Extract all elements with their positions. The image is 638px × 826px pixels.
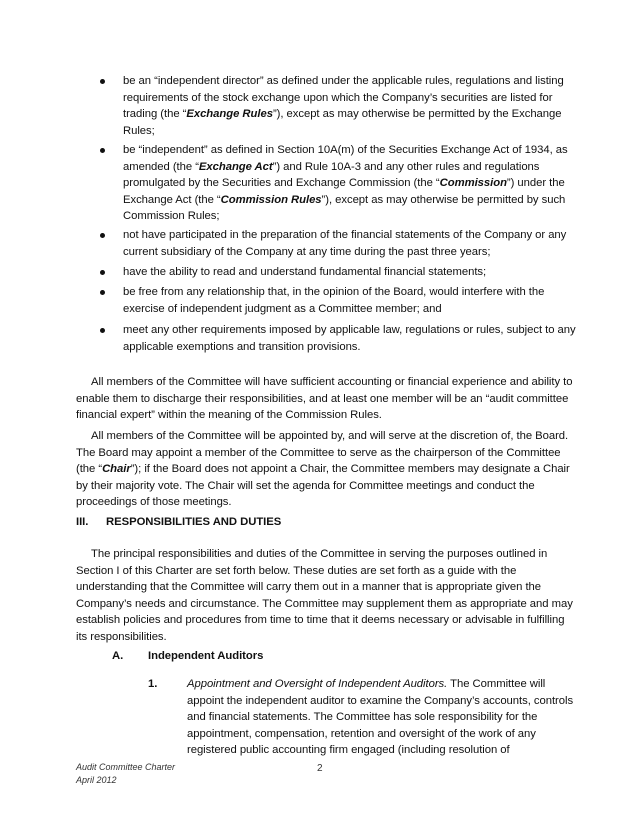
bullet-text [123,227,583,260]
defined-term: Chair [102,463,131,476]
text-run: be an “independent director” as defined under the applicable rules, regulations and listing requirements of the stock exchange upon which the Company’s securities are listed for trading (the “ [123,75,564,121]
text-run: ”), except as may otherwise be permitted by such Commission Rules; [123,193,566,223]
page-number: 2 [317,763,323,774]
footer-title: Audit Committee Charter [76,762,176,772]
text-run: meet any other requirements imposed by applicable law, regulations or rules, subject to any applicable exemptions and transition provisions. [123,324,576,353]
item-appointment-oversight [187,676,575,759]
bullet-icon [100,148,105,153]
principal-responsibilities-paragraph: The principal responsibilities and duties of the Committee in serving the purposes outlined in Section I of this Charter are set forth below. These duties are set forth as a guide with the understanding that the Committee will carry them out in a manner that is appropriate given the Company’s needs and circumstance. The Committee may supplement them as appropriate and may establish policies and procedures from time to time that it deems necessary or advisable in fulfilling its responsibilities. [76,548,573,643]
item-number: 1. [148,678,158,690]
text-run: be free from any relationship that, in the opinion of the Board, would interfere with the exercise of independent judgment as a Committee member; and [123,286,545,315]
defined-term: Exchange Act [198,160,273,173]
bullet-text [123,284,583,317]
bullet-icon [100,328,105,333]
text-run: have the ability to read and understand fundamental financial statements; [123,266,487,278]
bullet-text [123,322,583,355]
bullet-text [123,142,583,225]
accounting-experience-paragraph: All members of the Committee will have sufficient accounting or financial experience and ability to enable them to discharge their responsibilities, and at least one member will be an “audit committee financial expert” within the meaning of the Commission Rules. [76,376,573,422]
defined-term: Exchange Rules [186,108,273,121]
text-run: ”) under the Exchange Act (the “ [123,177,565,206]
footer-date: April 2012 [76,775,117,785]
bullet-icon [100,290,105,295]
defined-term: Commission Rules [220,193,322,206]
bullet-text [123,264,583,281]
text-run: be “independent” as defined in Section 10A(m) of the Securities Exchange Act of 1934, as amended (the “ [123,144,568,173]
text-run: ”); if the Board does not appoint a Chair, the Committee members may designate a Chair by their majority vote. The Chair will set the agenda for Committee meetings and conduct the proceedings of those meetings. [76,463,570,509]
bullet-icon [100,79,105,84]
bullet-text [123,73,583,139]
defined-term: Commission [439,177,507,190]
section-title: RESPONSIBILITIES AND DUTIES [106,516,282,528]
text-run: ”), except as may otherwise be permitted by the Exchange Rules; [123,108,562,137]
text-run: All members of the Committee will be appointed by, and will serve at the discretion of, the Board. The Board may appoint a member of the Committee to serve as the chairperson of the Committee (the “ [76,430,569,476]
item-body: The Committee will appoint the independent auditor to examine the Company’s accounts, controls and financial statements. The Committee has sole responsibility for the appointment, compensation, retention and oversight of the work of any registered public accounting firm engaged (including resolution of [187,678,574,757]
bullet-icon [100,270,105,275]
appointment-paragraph [76,428,574,511]
subsection-letter: A. [112,650,124,662]
bullet-icon [100,233,105,238]
text-run: ”) and Rule 10A-3 and any other rules and regulations promulgated by the Securities and Exchange Commission (the “ [123,160,540,190]
subsection-title: Independent Auditors [148,650,264,662]
item-lead: Appointment and Oversight of Independent Auditors. [187,678,448,690]
section-number: III. [76,516,89,528]
text-run: not have participated in the preparation of the financial statements of the Company or any current subsidiary of the Company at any time during the past three years; [123,229,567,258]
